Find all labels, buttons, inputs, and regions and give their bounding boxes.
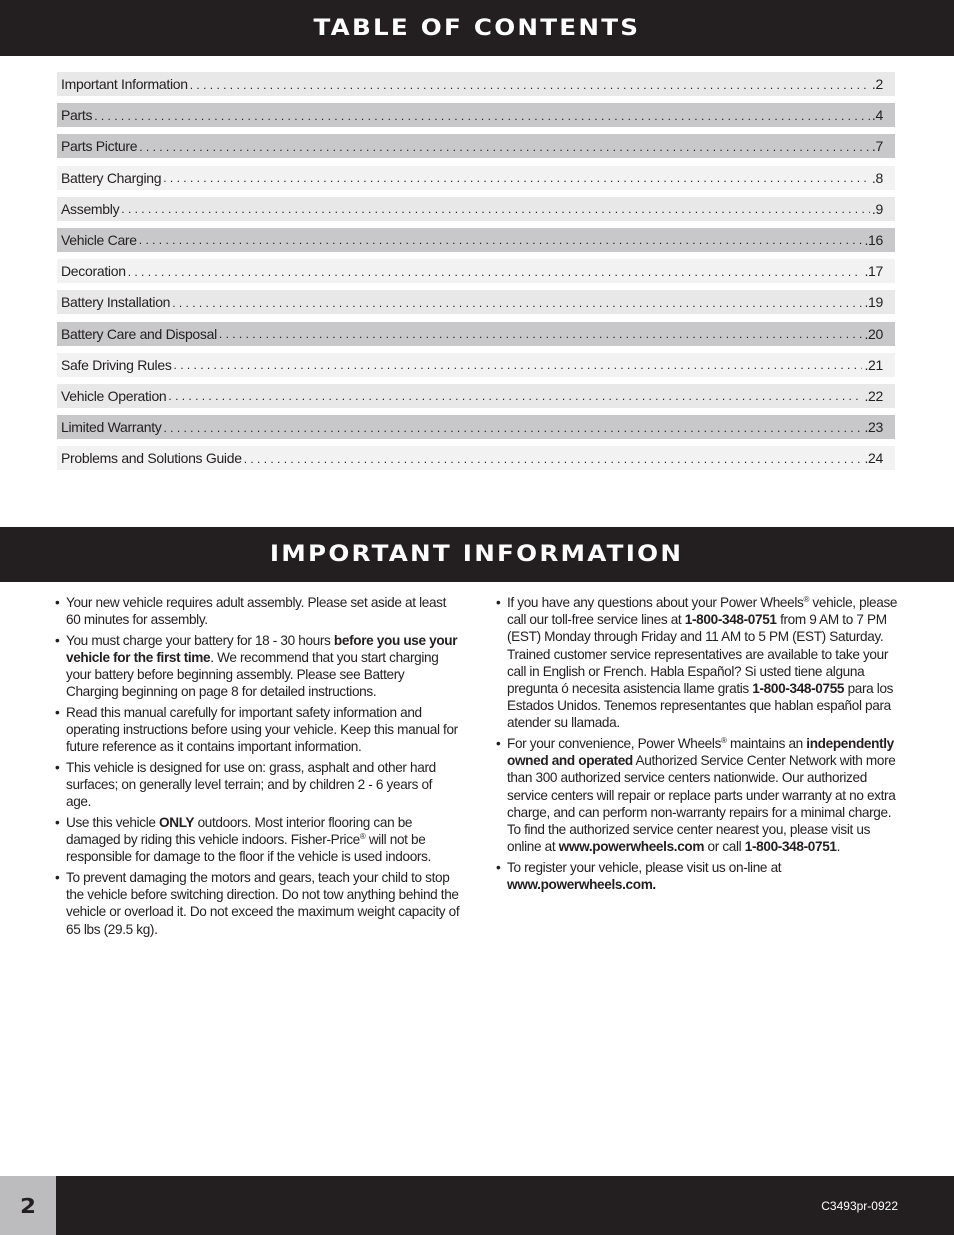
toc-entry xyxy=(57,353,895,377)
info-bullet xyxy=(55,869,460,938)
toc-entry xyxy=(57,290,895,314)
info-text: To register your vehicle, please visit us on-line at xyxy=(507,859,782,875)
toc-leader-dots xyxy=(94,103,870,128)
toc-leader-dots xyxy=(174,352,863,377)
toc-entry-label: Battery Installation xyxy=(61,294,171,311)
toc-entry xyxy=(57,103,895,127)
toc-entry-page: .4 xyxy=(871,107,883,124)
info-text: independently owned and operated xyxy=(507,736,894,769)
info-text: ® xyxy=(359,832,366,842)
info-right-column xyxy=(496,594,906,897)
info-left-column xyxy=(55,594,460,941)
toc-leader-dots xyxy=(190,72,870,97)
info-text: before you use your vehicle for the first time xyxy=(66,632,458,665)
toc-entry-page: .2 xyxy=(871,76,883,92)
toc-entry xyxy=(57,166,895,190)
info-text: vehicle, please call our toll-free service lines at xyxy=(507,595,898,628)
info-text: outdoors. Most interior flooring can be damaged by riding this vehicle indoors. Fisher-Price xyxy=(66,815,413,848)
info-text: will not be responsible for damage to the floor if the vehicle is used indoors. xyxy=(66,832,431,865)
toc-entry-label: Battery Care and Disposal xyxy=(61,325,217,342)
info-bullet xyxy=(496,594,906,732)
toc-leader-dots xyxy=(172,290,862,315)
toc-entry-label: Vehicle Operation xyxy=(61,387,167,404)
toc-leader-dots xyxy=(139,134,870,159)
toc-entry-label: Assembly xyxy=(61,200,120,217)
toc-entry-label: Vehicle Care xyxy=(61,231,137,248)
toc-entry-page: .17 xyxy=(864,263,883,280)
toc-leader-dots xyxy=(163,165,870,190)
info-text: from 9 AM to 7 PM (EST) Monday through Friday and 11 AM to 5 PM (EST) Saturday. Trained customer service representatives are available to take your call in English or French. Habla Español? Si usted tiene alguna pregunta ó necesita asistencia llame gratis xyxy=(507,612,889,697)
toc-leader-dots xyxy=(164,415,863,440)
phone-number: 1-800-348-0755 xyxy=(752,681,845,697)
phone-number: 1-800-348-0751 xyxy=(684,612,777,628)
toc-entry-label: Decoration xyxy=(61,263,126,280)
table-of-contents xyxy=(57,72,895,477)
info-text: To prevent damaging the motors and gears, teach your child to stop the vehicle before switching direction. Do not tow anything behind the vehicle or overload it. Do not exceed the maximum weight capacity of 65 lbs (29.5 kg). xyxy=(66,870,460,937)
toc-entry xyxy=(57,415,895,439)
toc-header-banner xyxy=(0,0,954,56)
info-text: You must charge your battery for 18 - 30 hours xyxy=(66,632,334,648)
website-link: www.powerwheels.com xyxy=(558,839,705,855)
toc-entry-page: .22 xyxy=(864,387,883,404)
toc-entry xyxy=(57,446,895,470)
phone-number: 1-800-348-0751 xyxy=(744,839,837,855)
toc-entry xyxy=(57,384,895,408)
toc-entry-page: .20 xyxy=(864,325,883,342)
toc-entry-page: .19 xyxy=(864,294,883,311)
toc-leader-dots xyxy=(219,321,863,346)
toc-entry-label: Important Information xyxy=(61,76,188,92)
toc-entry-page: .21 xyxy=(864,356,883,373)
info-text: maintains an xyxy=(726,736,807,752)
toc-entry-label: Parts xyxy=(61,107,93,124)
info-title: IMPORTANT INFORMATION xyxy=(270,542,684,567)
toc-title: TABLE OF CONTENTS xyxy=(313,15,641,41)
info-bullet xyxy=(55,814,460,866)
info-text: Authorized Service Center Network with more than 300 authorized service centers nationwide. Our authorized service centers will repair or replace parts under warranty at no extra charge, and can perform non-warranty repairs for a minimal charge. To find the authorized service center nearest you, please visit us online at xyxy=(507,753,896,855)
toc-entry xyxy=(57,72,895,96)
info-bullet xyxy=(55,632,460,701)
info-text: or call xyxy=(704,839,745,855)
info-text: para los Estados Unidos. Tenemos representantes que hablan español para atender su llamada. xyxy=(507,681,894,731)
info-bullet xyxy=(55,594,460,628)
info-bullet xyxy=(55,704,460,756)
info-bullet xyxy=(55,759,460,811)
page-footer xyxy=(0,1176,954,1235)
toc-entry-page: .9 xyxy=(871,200,883,217)
page-number: 2 xyxy=(19,1193,36,1218)
info-bullet xyxy=(496,735,906,855)
website-link: www.powerwheels.com. xyxy=(507,877,656,893)
info-text: ® xyxy=(721,736,727,746)
info-text: If you have any questions about your Power Wheels xyxy=(507,595,804,610)
toc-entry xyxy=(57,259,895,283)
info-text: Your new vehicle requires adult assembly. Please set aside at least 60 minutes for assembly. xyxy=(66,595,447,628)
toc-entry-page: .8 xyxy=(871,169,883,186)
toc-entry xyxy=(57,228,895,252)
toc-entry-label: Safe Driving Rules xyxy=(61,356,172,373)
info-text: ® xyxy=(803,595,809,604)
info-text: Read this manual carefully for important safety information and operating instructions before using your vehicle. Keep this manual for future reference as it contains important information. xyxy=(66,705,458,755)
toc-entry-label: Battery Charging xyxy=(61,169,162,186)
toc-leader-dots xyxy=(139,227,863,252)
toc-leader-dots xyxy=(128,259,863,284)
toc-entry-page: .23 xyxy=(864,419,883,436)
toc-entry-label: Limited Warranty xyxy=(61,419,162,436)
page-number-box xyxy=(0,1176,56,1235)
toc-leader-dots xyxy=(168,383,862,408)
toc-entry-label: Parts Picture xyxy=(61,138,138,155)
toc-entry xyxy=(57,134,895,158)
toc-entry-label: Problems and Solutions Guide xyxy=(61,450,242,467)
document-code: C3493pr-0922 xyxy=(821,1199,898,1213)
info-bullet xyxy=(496,859,906,893)
toc-entry xyxy=(57,322,895,346)
info-text: . xyxy=(836,839,841,855)
info-text: For your convenience, Power Wheels xyxy=(507,736,722,752)
toc-leader-dots xyxy=(244,446,863,471)
info-text: . We recommend that you start charging your battery before beginning assembly. Please see Battery Charging beginning on page 8 for detailed instructions. xyxy=(66,650,439,700)
toc-entry-page: .16 xyxy=(864,231,883,248)
info-text: Use this vehicle xyxy=(66,815,160,830)
info-header-banner xyxy=(0,527,954,582)
toc-entry xyxy=(57,197,895,221)
toc-leader-dots xyxy=(121,196,870,221)
toc-entry-page: .24 xyxy=(864,450,883,467)
info-text: This vehicle is designed for use on: grass, asphalt and other hard surfaces; on generally level terrain; and by children 2 - 6 years of age. xyxy=(66,760,436,810)
toc-entry-page: .7 xyxy=(871,138,883,155)
info-text: ONLY xyxy=(159,815,195,830)
